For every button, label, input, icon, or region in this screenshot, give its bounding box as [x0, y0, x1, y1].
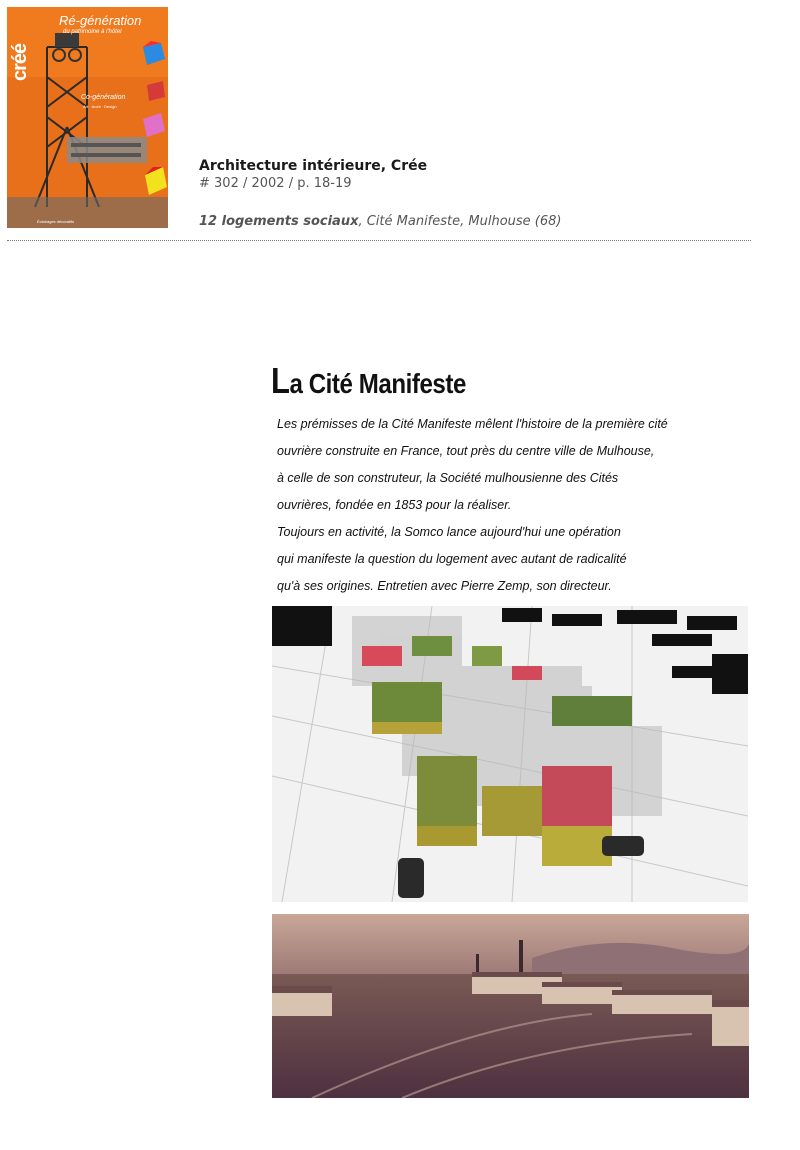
intro-line: Les prémisses de la Cité Manifeste mêlent l'histoire de la première cité [277, 417, 668, 431]
project-description [199, 213, 561, 230]
cover-subtitle: du patrimoine à l'hôtel [63, 29, 122, 35]
intro-line: ouvrière construite en France, tout près du centre ville de Mulhouse, [277, 444, 655, 458]
article-heading [271, 360, 466, 402]
magazine-issue: # 302 / 2002 / p. 18-19 [199, 176, 352, 191]
cover-subtitle-2: Co-génération [81, 94, 126, 101]
magazine-title: Architecture intérieure, Crée [199, 158, 428, 174]
intro-line: à celle de son construteur, la Société mulhousienne des Cités [277, 471, 619, 485]
cover-artwork [7, 7, 168, 228]
intro-line: qu'à ses origines. Entretien avec Pierre Zemp, son directeur. [277, 579, 612, 593]
section-divider [7, 240, 751, 241]
heading-text: a Cité Manifeste [289, 368, 466, 399]
cover-tiny-text: Art · Archi · Design [83, 104, 117, 109]
project-name: 12 logements sociaux [199, 214, 359, 229]
project-location: , Cité Manifeste, Mulhouse (68) [358, 214, 562, 229]
heading-initial: L [271, 360, 290, 401]
historic-photograph [272, 914, 749, 1098]
cover-brand: créé [9, 43, 31, 81]
magazine-cover-image [7, 7, 168, 228]
intro-line: qui manifeste la question du logement avec autant de radicalité [277, 552, 627, 566]
article-reference [199, 157, 427, 192]
cover-footer: Éclairages décoratifs [37, 219, 75, 224]
historic-photo-artwork [272, 914, 749, 1098]
intro-line: ouvrières, fondée en 1853 pour la réaliser. [277, 498, 512, 512]
cover-title: Ré-génération [59, 13, 142, 28]
site-model-artwork [272, 606, 748, 902]
intro-line: Toujours en activité, la Somco lance aujourd'hui une opération [277, 525, 621, 539]
site-model-rendering [272, 606, 748, 902]
article-intro [277, 411, 677, 600]
